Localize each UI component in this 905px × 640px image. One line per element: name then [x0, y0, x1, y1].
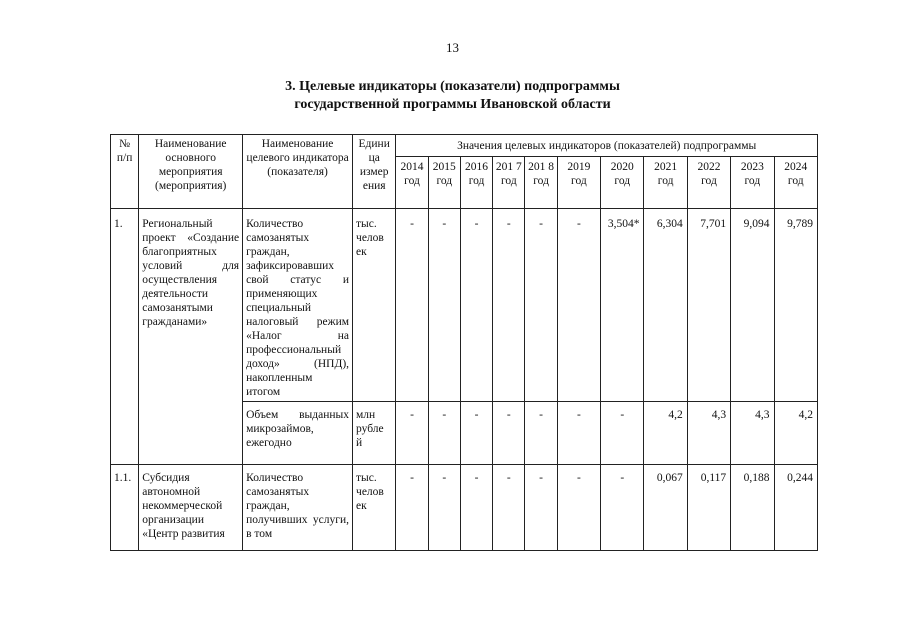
value-cell: - [525, 402, 557, 465]
indicator-name: Объем выданных микрозаймов, ежегодно [243, 402, 353, 465]
value-cell: 0,067 [644, 465, 687, 551]
header-indicator: Наименование целевого индикатора (показателя) [243, 135, 353, 209]
header-values: Значения целевых индикаторов (показателей) подпрограммы [396, 135, 818, 157]
value-cell: - [601, 402, 644, 465]
header-event: Наименование основного мероприятия (мероприятия) [139, 135, 243, 209]
year-header: 2015 год [428, 157, 460, 209]
value-cell: - [428, 402, 460, 465]
value-cell: - [493, 209, 525, 402]
page-number: 13 [446, 40, 459, 55]
value-cell: 7,701 [687, 209, 730, 402]
header-row [111, 135, 818, 157]
value-cell: 9,094 [731, 209, 774, 402]
year-header: 2016 год [460, 157, 492, 209]
year-header: 2023 год [731, 157, 774, 209]
row-number: 1.1. [111, 465, 139, 551]
value-cell: 0,188 [731, 465, 774, 551]
year-header: 2014 год [396, 157, 428, 209]
year-header: 201 7 год [493, 157, 525, 209]
table-row [111, 209, 818, 402]
value-cell: 4,2 [774, 402, 817, 465]
value-cell: - [557, 402, 600, 465]
value-cell: 0,117 [687, 465, 730, 551]
value-cell: - [396, 465, 428, 551]
unit-cell: млн рубле й [353, 402, 396, 465]
indicator-name: Количество самозанятых граждан, зафиксировавших свой статус и применяющих специальный налоговый режим «Налог на профессиональный доход» (НПД), накопленным итогом [243, 209, 353, 402]
year-header: 2024 год [774, 157, 817, 209]
year-header: 2020 год [601, 157, 644, 209]
value-cell: - [493, 402, 525, 465]
year-header: 2022 год [687, 157, 730, 209]
unit-cell: тыс. челов ек [353, 209, 396, 402]
value-cell: - [493, 465, 525, 551]
value-cell: - [557, 209, 600, 402]
value-cell: 4,3 [687, 402, 730, 465]
row-number: 1. [111, 209, 139, 465]
header-no: № п/п [111, 135, 139, 209]
title-line-1: 3. Целевые индикаторы (показатели) подпрограммы [285, 79, 620, 94]
header-unit: Едини ца измер ения [353, 135, 396, 209]
year-header: 201 8 год [525, 157, 557, 209]
event-name: Субсидия автономной некоммерческой организации «Центр развития [139, 465, 243, 551]
year-header: 2021 год [644, 157, 687, 209]
unit-cell: тыс. челов ек [353, 465, 396, 551]
value-cell: 4,2 [644, 402, 687, 465]
table-row [111, 465, 818, 551]
value-cell: - [525, 209, 557, 402]
value-cell: 0,244 [774, 465, 817, 551]
value-cell: - [396, 402, 428, 465]
value-cell: - [396, 209, 428, 402]
value-cell: - [460, 465, 492, 551]
value-cell: - [460, 209, 492, 402]
event-name: Региональный проект «Создание благоприятных условий для осуществления деятельности самозанятыми гражданами» [139, 209, 243, 465]
indicators-table [110, 134, 818, 551]
indicator-name: Количество самозанятых граждан, получивших услуги, в том [243, 465, 353, 551]
value-cell: - [428, 209, 460, 402]
value-cell: 6,304 [644, 209, 687, 402]
value-cell: - [601, 465, 644, 551]
title-line-2: государственной программы Ивановской области [294, 97, 611, 112]
value-cell: - [557, 465, 600, 551]
value-cell: - [460, 402, 492, 465]
value-cell: 3,504* [601, 209, 644, 402]
value-cell: - [428, 465, 460, 551]
page-title [0, 78, 905, 114]
value-cell: 9,789 [774, 209, 817, 402]
value-cell: 4,3 [731, 402, 774, 465]
value-cell: - [525, 465, 557, 551]
year-header: 2019 год [557, 157, 600, 209]
